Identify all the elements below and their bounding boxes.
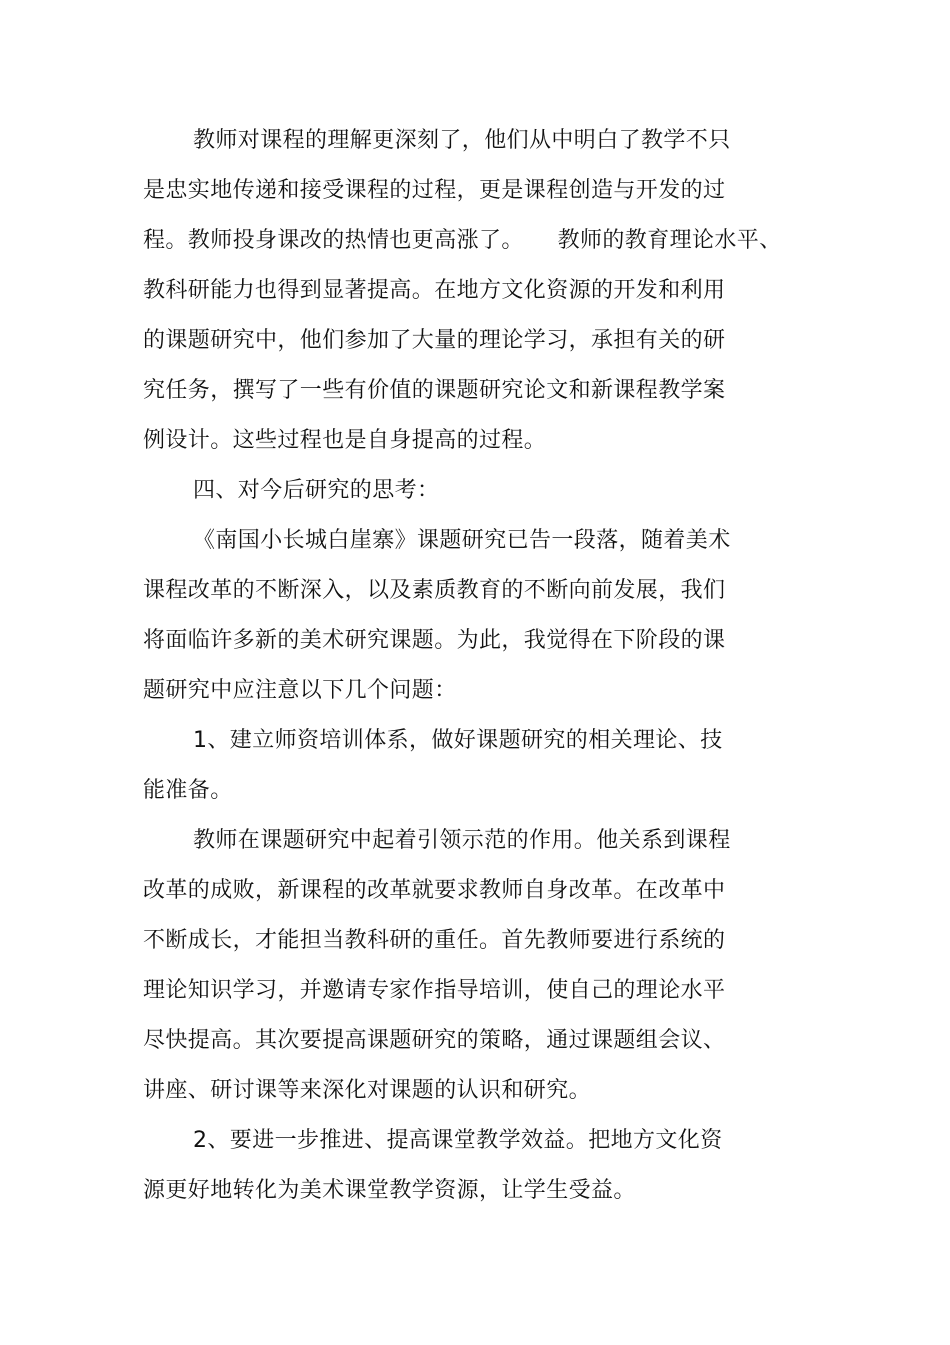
text-line: 不断成长，才能担当教科研的重任。首先教师要进行系统的 bbox=[143, 928, 726, 953]
text-line: 1、建立师资培训体系，做好课题研究的相关理论、技 bbox=[193, 728, 723, 753]
text-line: 程。教师投身课改的热情也更高涨了。 教师的教育理论水平、 bbox=[143, 228, 782, 253]
text-line: 改革的成败，新课程的改革就要求教师自身改革。在改革中 bbox=[143, 878, 726, 903]
text-line: 讲座、研讨课等来深化对课题的认识和研究。 bbox=[143, 1078, 592, 1103]
text-line: 是忠实地传递和接受课程的过程，更是课程创造与开发的过 bbox=[143, 178, 726, 203]
text-line: 2、要进一步推进、提高课堂教学效益。把地方文化资 bbox=[193, 1128, 723, 1153]
text-line: 《南国小长城白崖寨》课题研究已告一段落，随着美术 bbox=[193, 528, 731, 553]
text-line: 能准备。 bbox=[143, 778, 233, 803]
text-line: 尽快提高。其次要提高课题研究的策略，通过课题组会议、 bbox=[143, 1028, 726, 1053]
text-line: 究任务，撰写了一些有价值的课题研究论文和新课程教学案 bbox=[143, 378, 726, 403]
text-line: 课程改革的不断深入，以及素质教育的不断向前发展，我们 bbox=[143, 578, 726, 603]
section-heading: 四、对今后研究的思考： bbox=[193, 478, 440, 503]
text-line: 教师在课题研究中起着引领示范的作用。他关系到课程 bbox=[193, 828, 731, 853]
text-line: 教师对课程的理解更深刻了，他们从中明白了教学不只 bbox=[193, 128, 731, 153]
text-line: 教科研能力也得到显著提高。在地方文化资源的开发和利用 bbox=[143, 278, 726, 303]
text-line: 将面临许多新的美术研究课题。为此，我觉得在下阶段的课 bbox=[143, 628, 726, 653]
text-line: 例设计。这些过程也是自身提高的过程。 bbox=[143, 428, 547, 453]
text-line: 题研究中应注意以下几个问题： bbox=[143, 678, 457, 703]
text-line: 理论知识学习，并邀请专家作指导培训，使自己的理论水平 bbox=[143, 978, 726, 1003]
text-line: 源更好地转化为美术课堂教学资源，让学生受益。 bbox=[143, 1178, 636, 1203]
text-line: 的课题研究中，他们参加了大量的理论学习，承担有关的研 bbox=[143, 328, 726, 353]
